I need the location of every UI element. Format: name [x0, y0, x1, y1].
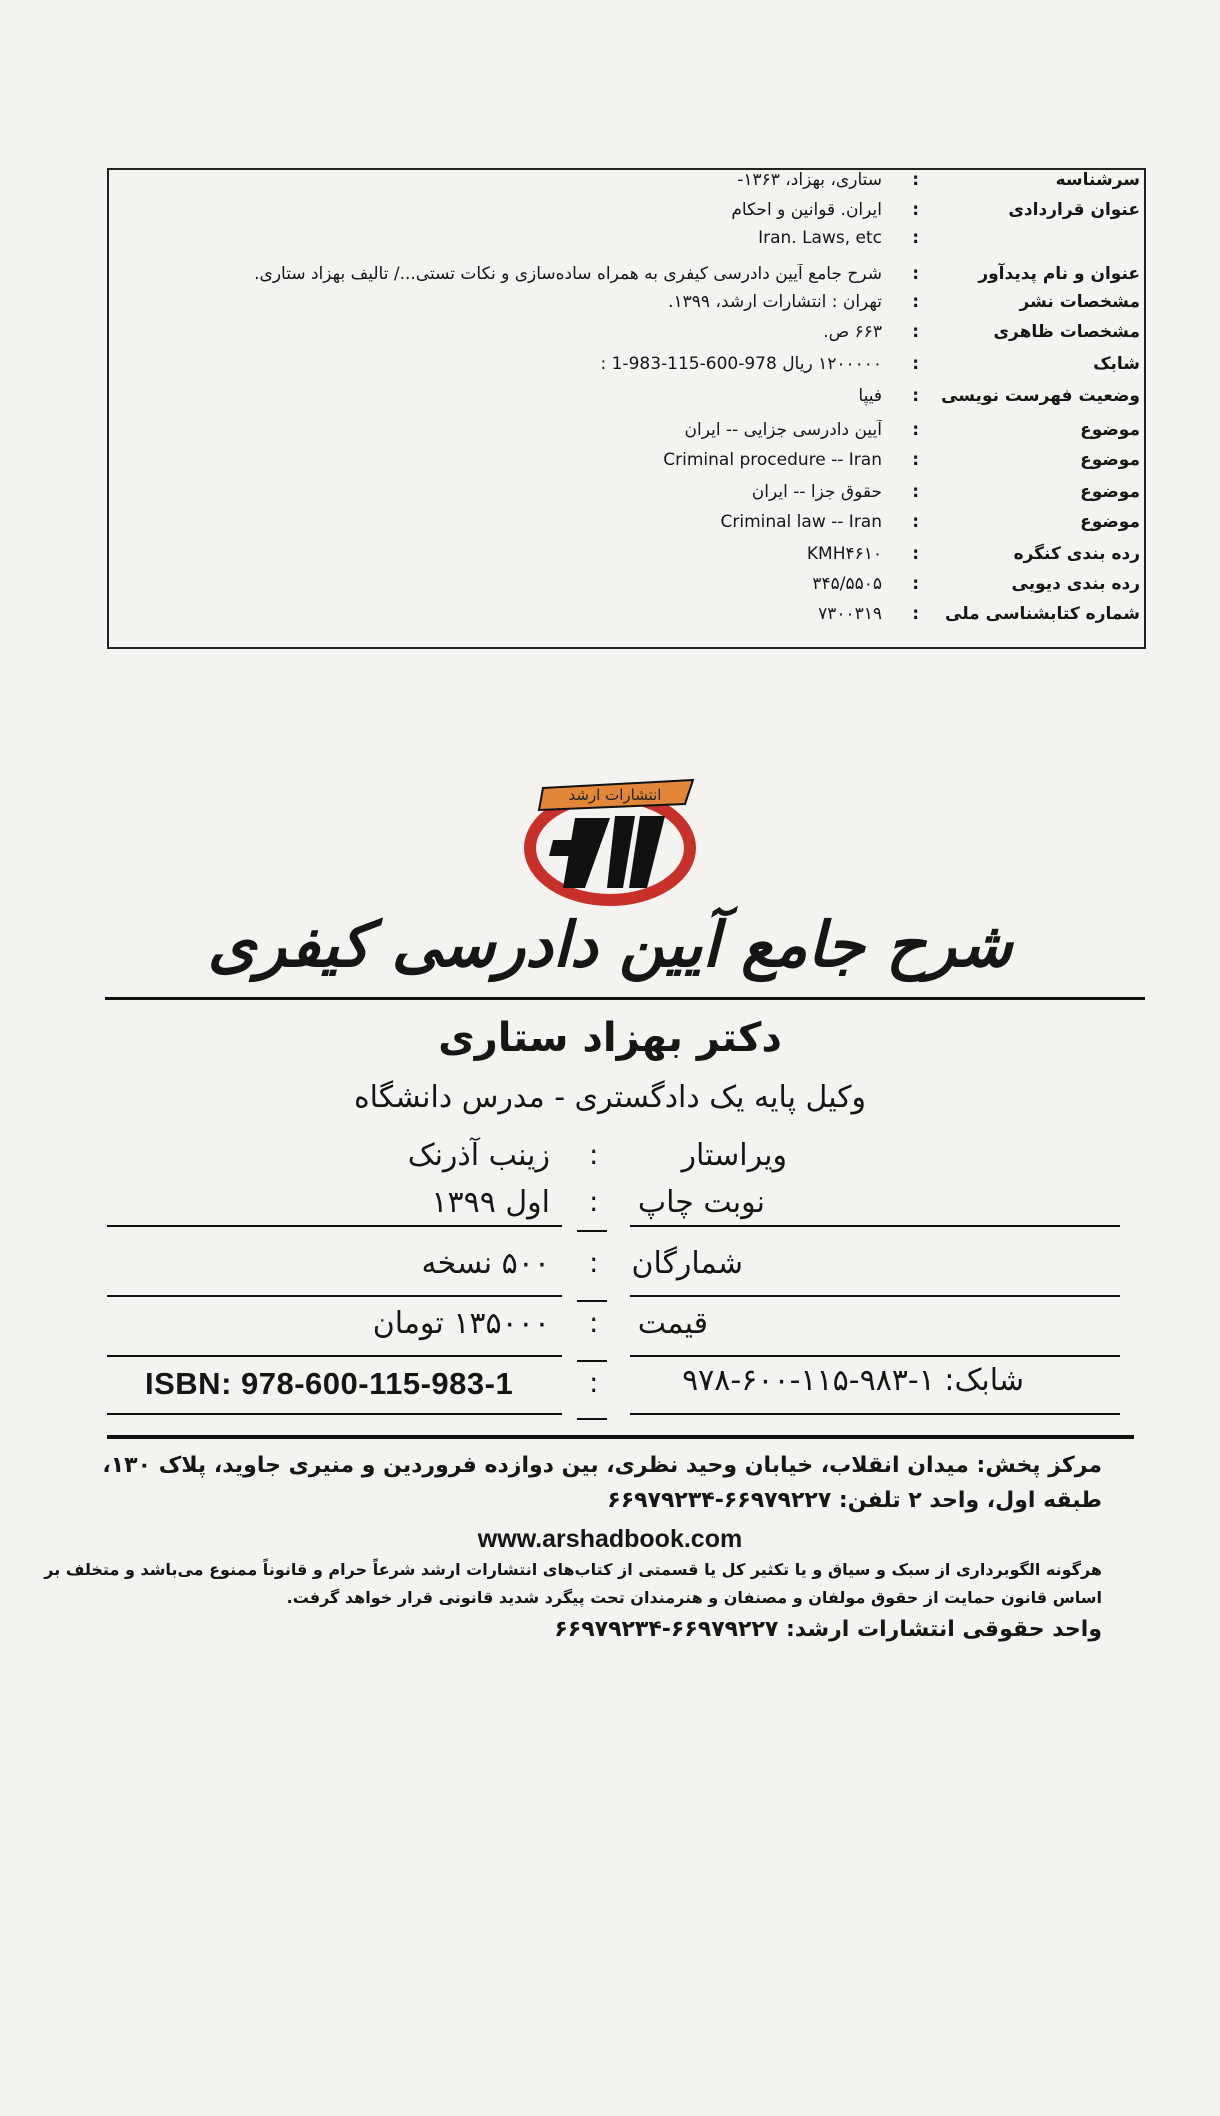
catalog-colon: : — [912, 322, 919, 342]
catalog-row — [109, 322, 1144, 350]
divider-left — [107, 1413, 562, 1415]
catalog-row — [109, 512, 1144, 540]
footer-divider — [107, 1435, 1134, 1439]
arshad-publisher-logo — [515, 770, 710, 910]
catalog-value: فیپا — [858, 386, 882, 406]
print-run-colon: : — [589, 1185, 599, 1218]
website-link[interactable]: www.arshadbook.com — [477, 1525, 743, 1553]
catalog-row — [109, 544, 1144, 572]
catalog-row — [109, 386, 1144, 414]
divider-right — [630, 1355, 1120, 1357]
divider-left — [107, 1355, 562, 1357]
legal-unit-phone: واحد حقوقی انتشارات ارشد: ۶۶۹۷۹۲۲۷-۶۶۹۷۹۲۳۴ — [554, 1617, 1102, 1642]
editor-colon: : — [589, 1138, 599, 1171]
divider-left — [107, 1225, 562, 1227]
catalog-value: ایران. قوانین و احکام — [731, 200, 882, 220]
catalog-label: مشخصات ظاهری — [993, 322, 1140, 342]
isbn-english: ISBN: 978-600-115-983-1 — [145, 1366, 514, 1401]
print-run-label: نوبت چاپ — [637, 1185, 765, 1220]
distribution-phone: طبقه اول، واحد ۲ تلفن: ۶۶۹۷۹۲۲۷-۶۶۹۷۹۲۳۴ — [607, 1488, 1102, 1513]
catalog-value: تهران : انتشارات ارشد، ۱۳۹۹. — [668, 292, 882, 312]
divider-right — [630, 1413, 1120, 1415]
catalog-value: حقوق جزا -- ایران — [751, 482, 882, 502]
divider-right — [630, 1225, 1120, 1227]
catalog-row — [109, 170, 1144, 198]
catalog-value: آیین دادرسی جزایی -- ایران — [684, 420, 882, 440]
catalog-colon: : — [912, 200, 919, 220]
catalog-label: شماره کتابشناسی ملی — [945, 604, 1140, 624]
catalog-label: موضوع — [1080, 512, 1140, 532]
copyright-notice: هرگونه الگوبرداری از سبک و سیاق و یا تکثیر کل یا قسمتی از کتاب‌های انتشارات ارشد شرعاً حرام و قانوناً ممنوع می‌باشد و متخلف بر — [44, 1560, 1102, 1579]
catalog-value: ۷۳۰۰۳۱۹ — [818, 604, 882, 624]
catalog-colon: : — [912, 354, 919, 374]
copyright-notice: اساس قانون حمایت از حقوق مولفان و مصنفان و هنرمندان تحت پیگرد شدید قانونی قرار خواهد گرفت. — [286, 1588, 1102, 1607]
catalog-row — [109, 450, 1144, 478]
catalog-value: ستاری، بهزاد، ۱۳۶۳- — [737, 170, 882, 190]
catalog-row — [109, 574, 1144, 602]
divider-mid — [577, 1418, 607, 1420]
catalog-colon: : — [912, 420, 919, 440]
catalog-colon: : — [912, 604, 919, 624]
circulation-colon: : — [589, 1246, 599, 1279]
divider-mid — [577, 1230, 607, 1232]
catalog-label: رده بندی دیویی — [1011, 574, 1140, 594]
isbn-persian: شابک: ۱-۹۸۳-۱۱۵-۶۰۰-۹۷۸ — [682, 1363, 1024, 1398]
catalog-label: وضعیت فهرست نویسی — [941, 386, 1140, 406]
cataloging-box — [107, 168, 1146, 649]
catalog-value: ۳۴۵/۵۵۰۵ — [812, 574, 882, 594]
catalog-colon: : — [912, 386, 919, 406]
catalog-label: سرشناسه — [1055, 170, 1140, 190]
catalog-value: Criminal law -- Iran — [720, 512, 882, 532]
logo-banner-text: انتشارات ارشد — [568, 786, 662, 804]
catalog-colon: : — [912, 228, 919, 248]
title-divider — [105, 997, 1145, 1000]
divider-right — [630, 1295, 1120, 1297]
editor-label: ویراستار — [681, 1138, 787, 1173]
author-position: وکیل پایه یک دادگستری - مدرس دانشگاه — [353, 1080, 867, 1115]
catalog-colon: : — [912, 544, 919, 564]
catalog-value: Criminal procedure -- Iran — [663, 450, 882, 470]
catalog-label: عنوان قراردادی — [1008, 200, 1140, 220]
price-label: قیمت — [637, 1306, 708, 1341]
price-colon: : — [589, 1306, 599, 1339]
catalog-colon: : — [912, 450, 919, 470]
divider-left — [107, 1295, 562, 1297]
catalog-row — [109, 200, 1144, 228]
author-name: دکتر بهزاد ستاری — [438, 1015, 782, 1061]
catalog-label: عنوان و نام پدیدآور — [978, 264, 1140, 284]
catalog-value: Iran. Laws, etc — [758, 228, 882, 248]
catalog-row — [109, 354, 1144, 382]
print-run-value: اول ۱۳۹۹ — [431, 1185, 550, 1220]
price-value: ۱۳۵۰۰۰ تومان — [372, 1306, 550, 1341]
catalog-row — [109, 604, 1144, 632]
catalog-row — [109, 420, 1144, 448]
catalog-label: موضوع — [1080, 450, 1140, 470]
catalog-value: شرح جامع آیین دادرسی کیفری به همراه ساده‌سازی و نکات تستی.../ تالیف بهزاد ستاری. — [254, 264, 882, 284]
catalog-label: موضوع — [1080, 482, 1140, 502]
catalog-value: ۱۲۰۰۰۰۰ ریال 978-600-115-983-1 : — [600, 354, 882, 374]
catalog-colon: : — [912, 264, 919, 284]
catalog-value: KMH۴۶۱۰ — [806, 544, 882, 564]
catalog-row — [109, 482, 1144, 510]
circulation-value: ۵۰۰ نسخه — [421, 1246, 550, 1281]
divider-mid — [577, 1360, 607, 1362]
catalog-label: مشخصات نشر — [1019, 292, 1140, 312]
circulation-label: شمارگان — [631, 1246, 743, 1281]
catalog-row — [109, 228, 1144, 256]
catalog-label: شابک — [1093, 354, 1140, 374]
catalog-colon: : — [912, 170, 919, 190]
editor-value: زینب آذرنک — [407, 1138, 550, 1173]
catalog-row — [109, 292, 1144, 320]
catalog-label: رده بندی کنگره — [1013, 544, 1140, 564]
divider-mid — [577, 1300, 607, 1302]
catalog-row — [109, 264, 1144, 292]
catalog-colon: : — [912, 482, 919, 502]
catalog-label: موضوع — [1080, 420, 1140, 440]
catalog-colon: : — [912, 292, 919, 312]
distribution-address: مرکز پخش: میدان انقلاب، خیابان وحید نظری، بین دوازده فروردین و منیری جاوید، پلاک ۱۳۰، — [102, 1453, 1102, 1478]
catalog-colon: : — [912, 512, 919, 532]
catalog-value: ۶۶۳ ص. — [823, 322, 882, 342]
isbn-colon: : — [589, 1366, 599, 1399]
book-title: شرح جامع آیین دادرسی کیفری — [207, 908, 1013, 981]
catalog-colon: : — [912, 574, 919, 594]
